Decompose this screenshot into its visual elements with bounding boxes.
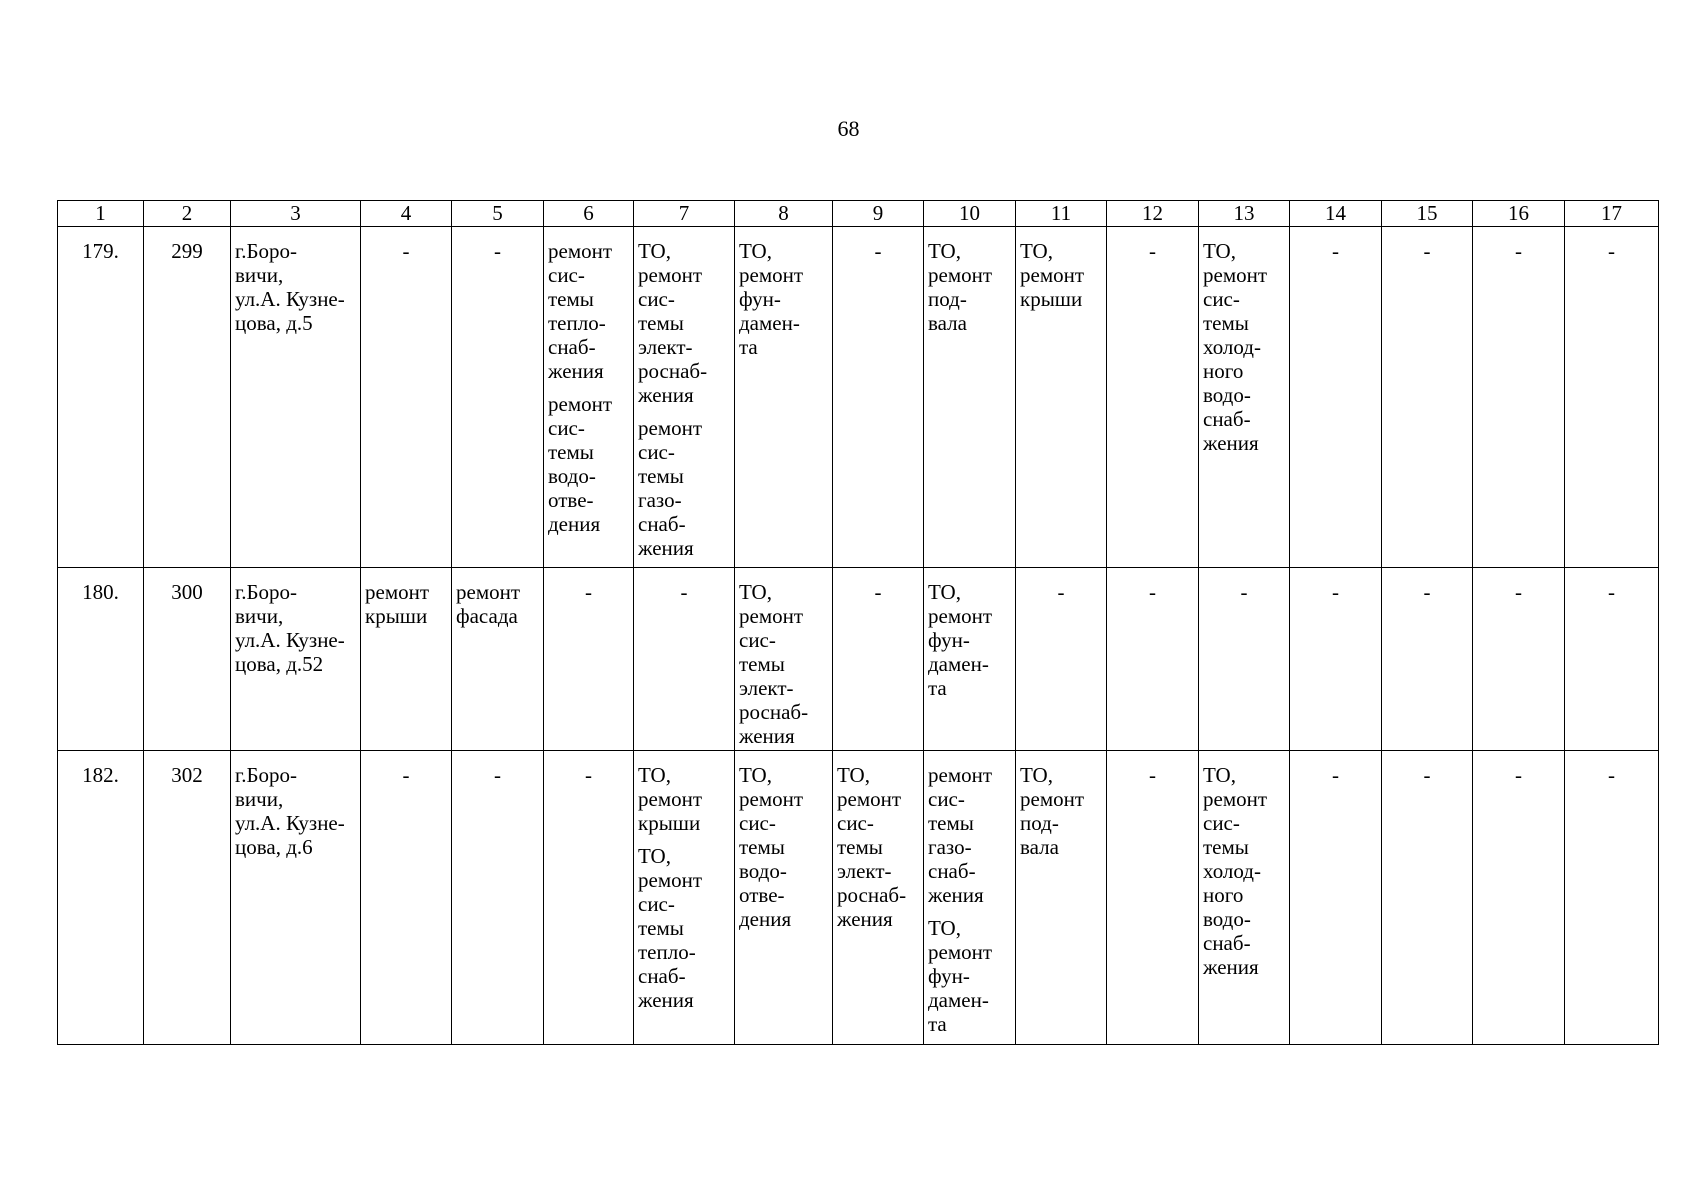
cell-col-6: - <box>544 751 634 1045</box>
column-header-10: 10 <box>924 201 1016 227</box>
cell-col-9: - <box>833 568 924 751</box>
cell-col-11: - <box>1016 568 1107 751</box>
header-row <box>58 201 1659 227</box>
cell-col-8: ТО, ремонт фун- дамен- та <box>735 227 833 568</box>
work-entry: ТО, ремонт сис- темы тепло- снаб- жения <box>638 844 703 1012</box>
cell-col-13: ТО, ремонт сис- темы холод- ного водо- снаб- жения <box>1199 227 1290 568</box>
work-entry: ТО, ремонт фун- дамен- та <box>928 916 993 1036</box>
cell-col-11: ТО, ремонт под- вала <box>1016 751 1107 1045</box>
row-number-cell: 182. <box>58 751 144 1045</box>
cell-col-16: - <box>1473 751 1565 1045</box>
cell-col-4: ремонт крыши <box>361 568 452 751</box>
cell-col-10: ТО, ремонт под- вала <box>924 227 1016 568</box>
address-cell: г.Боро- вичи, ул.А. Кузне- цова, д.5 <box>231 227 361 568</box>
repair-schedule-table <box>57 200 1659 1045</box>
cell-col-12: - <box>1107 751 1199 1045</box>
column-header-5: 5 <box>452 201 544 227</box>
work-entry: ТО, ремонт сис- темы элект- роснаб- жения <box>638 239 708 407</box>
address-cell: г.Боро- вичи, ул.А. Кузне- цова, д.6 <box>231 751 361 1045</box>
cell-col-14: - <box>1290 568 1382 751</box>
column-header-17: 17 <box>1565 201 1659 227</box>
cell-col-16: - <box>1473 227 1565 568</box>
cell-col-12: - <box>1107 568 1199 751</box>
cell-col-15: - <box>1382 568 1473 751</box>
column-header-12: 12 <box>1107 201 1199 227</box>
cell-col-8: ТО, ремонт сис- темы водо- отве- дения <box>735 751 833 1045</box>
cell-col-13: ТО, ремонт сис- темы холод- ного водо- снаб- жения <box>1199 751 1290 1045</box>
house-code-cell: 302 <box>144 751 231 1045</box>
cell-col-7 <box>634 751 735 1045</box>
column-header-9: 9 <box>833 201 924 227</box>
column-header-1: 1 <box>58 201 144 227</box>
cell-col-6: - <box>544 568 634 751</box>
column-header-15: 15 <box>1382 201 1473 227</box>
work-entry: ремонт сис- темы водо- отве- дения <box>548 392 613 536</box>
house-code-cell: 299 <box>144 227 231 568</box>
cell-col-17: - <box>1565 751 1659 1045</box>
cell-col-11: ТО, ремонт крыши <box>1016 227 1107 568</box>
cell-col-15: - <box>1382 227 1473 568</box>
cell-col-7 <box>634 227 735 568</box>
cell-col-13: - <box>1199 568 1290 751</box>
column-header-8: 8 <box>735 201 833 227</box>
work-entry: ремонт сис- темы тепло- снаб- жения <box>548 239 613 383</box>
work-entry: ТО, ремонт крыши <box>638 763 703 835</box>
column-header-3: 3 <box>231 201 361 227</box>
table-row <box>58 227 1659 568</box>
column-header-4: 4 <box>361 201 452 227</box>
cell-col-9: ТО, ремонт сис- темы элект- роснаб- жения <box>833 751 924 1045</box>
cell-col-12: - <box>1107 227 1199 568</box>
work-entry: ремонт сис- темы газо- снаб- жения <box>928 763 993 907</box>
cell-col-17: - <box>1565 227 1659 568</box>
column-header-11: 11 <box>1016 201 1107 227</box>
table-row <box>58 751 1659 1045</box>
page-number: 68 <box>837 116 860 141</box>
house-code-cell: 300 <box>144 568 231 751</box>
cell-col-14: - <box>1290 227 1382 568</box>
cell-col-4: - <box>361 751 452 1045</box>
cell-col-5: - <box>452 751 544 1045</box>
cell-col-8: ТО, ремонт сис- темы элект- роснаб- жения <box>735 568 833 751</box>
column-header-6: 6 <box>544 201 634 227</box>
cell-col-16: - <box>1473 568 1565 751</box>
cell-col-14: - <box>1290 751 1382 1045</box>
column-header-7: 7 <box>634 201 735 227</box>
cell-col-6 <box>544 227 634 568</box>
row-number-cell: 180. <box>58 568 144 751</box>
cell-col-17: - <box>1565 568 1659 751</box>
column-header-16: 16 <box>1473 201 1565 227</box>
cell-col-9: - <box>833 227 924 568</box>
address-cell: г.Боро- вичи, ул.А. Кузне- цова, д.52 <box>231 568 361 751</box>
column-header-13: 13 <box>1199 201 1290 227</box>
cell-col-10: ТО, ремонт фун- дамен- та <box>924 568 1016 751</box>
work-entry: ремонт сис- темы газо- снаб- жения <box>638 416 703 560</box>
cell-col-15: - <box>1382 751 1473 1045</box>
cell-col-10 <box>924 751 1016 1045</box>
column-header-14: 14 <box>1290 201 1382 227</box>
row-number-cell: 179. <box>58 227 144 568</box>
cell-col-5: - <box>452 227 544 568</box>
cell-col-4: - <box>361 227 452 568</box>
table-row <box>58 568 1659 751</box>
column-header-2: 2 <box>144 201 231 227</box>
cell-col-7: - <box>634 568 735 751</box>
cell-col-5: ремонт фасада <box>452 568 544 751</box>
